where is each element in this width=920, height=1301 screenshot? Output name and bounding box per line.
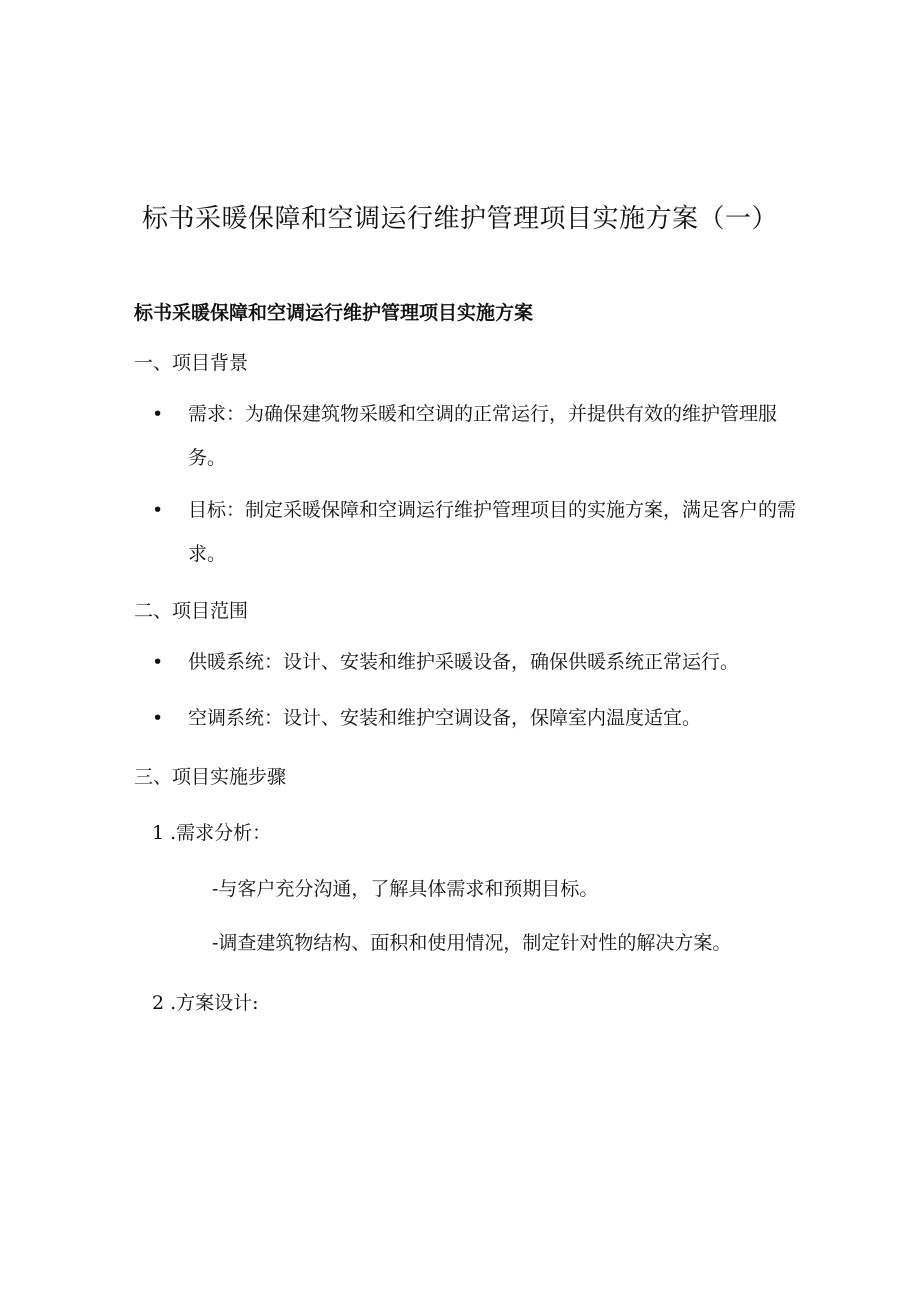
list-item bbox=[152, 392, 812, 480]
step-heading: 1 .需求分析： bbox=[152, 822, 272, 844]
document-subtitle: 标书采暖保障和空调运行维护管理项目实施方案 bbox=[134, 302, 534, 324]
bullet-text: 目标：制定采暖保障和空调运行维护管理项目的实施方案，满足客户的需求。 bbox=[188, 499, 797, 565]
section-heading-scope: 二、项目范围 bbox=[134, 600, 249, 622]
list-item bbox=[152, 488, 812, 576]
document-title: 标书采暖保障和空调运行维护管理项目实施方案（一） bbox=[141, 204, 778, 234]
list-item bbox=[152, 696, 812, 740]
step-heading: 2 .方案设计: bbox=[152, 992, 259, 1014]
step-detail: -与客户充分沟通，了解具体需求和预期目标。 bbox=[212, 878, 599, 900]
section-heading-steps: 三、项目实施步骤 bbox=[134, 766, 287, 788]
list-item bbox=[152, 640, 812, 684]
bullet-icon: • bbox=[152, 651, 164, 673]
step-detail: -调查建筑物结构、面积和使用情况，制定针对性的解决方案。 bbox=[212, 932, 732, 954]
bullet-icon: • bbox=[152, 499, 164, 521]
bullet-icon: • bbox=[152, 403, 164, 425]
bullet-text: 需求：为确保建筑物采暖和空调的正常运行，并提供有效的维护管理服务。 bbox=[188, 403, 778, 469]
bullet-text: 空调系统：设计、安装和维护空调设备，保障室内温度适宜。 bbox=[188, 707, 702, 729]
bullet-icon: • bbox=[152, 707, 164, 729]
bullet-text: 供暖系统：设计、安装和维护采暖设备，确保供暖系统正常运行。 bbox=[188, 651, 740, 673]
section-heading-background: 一、项目背景 bbox=[134, 352, 249, 374]
